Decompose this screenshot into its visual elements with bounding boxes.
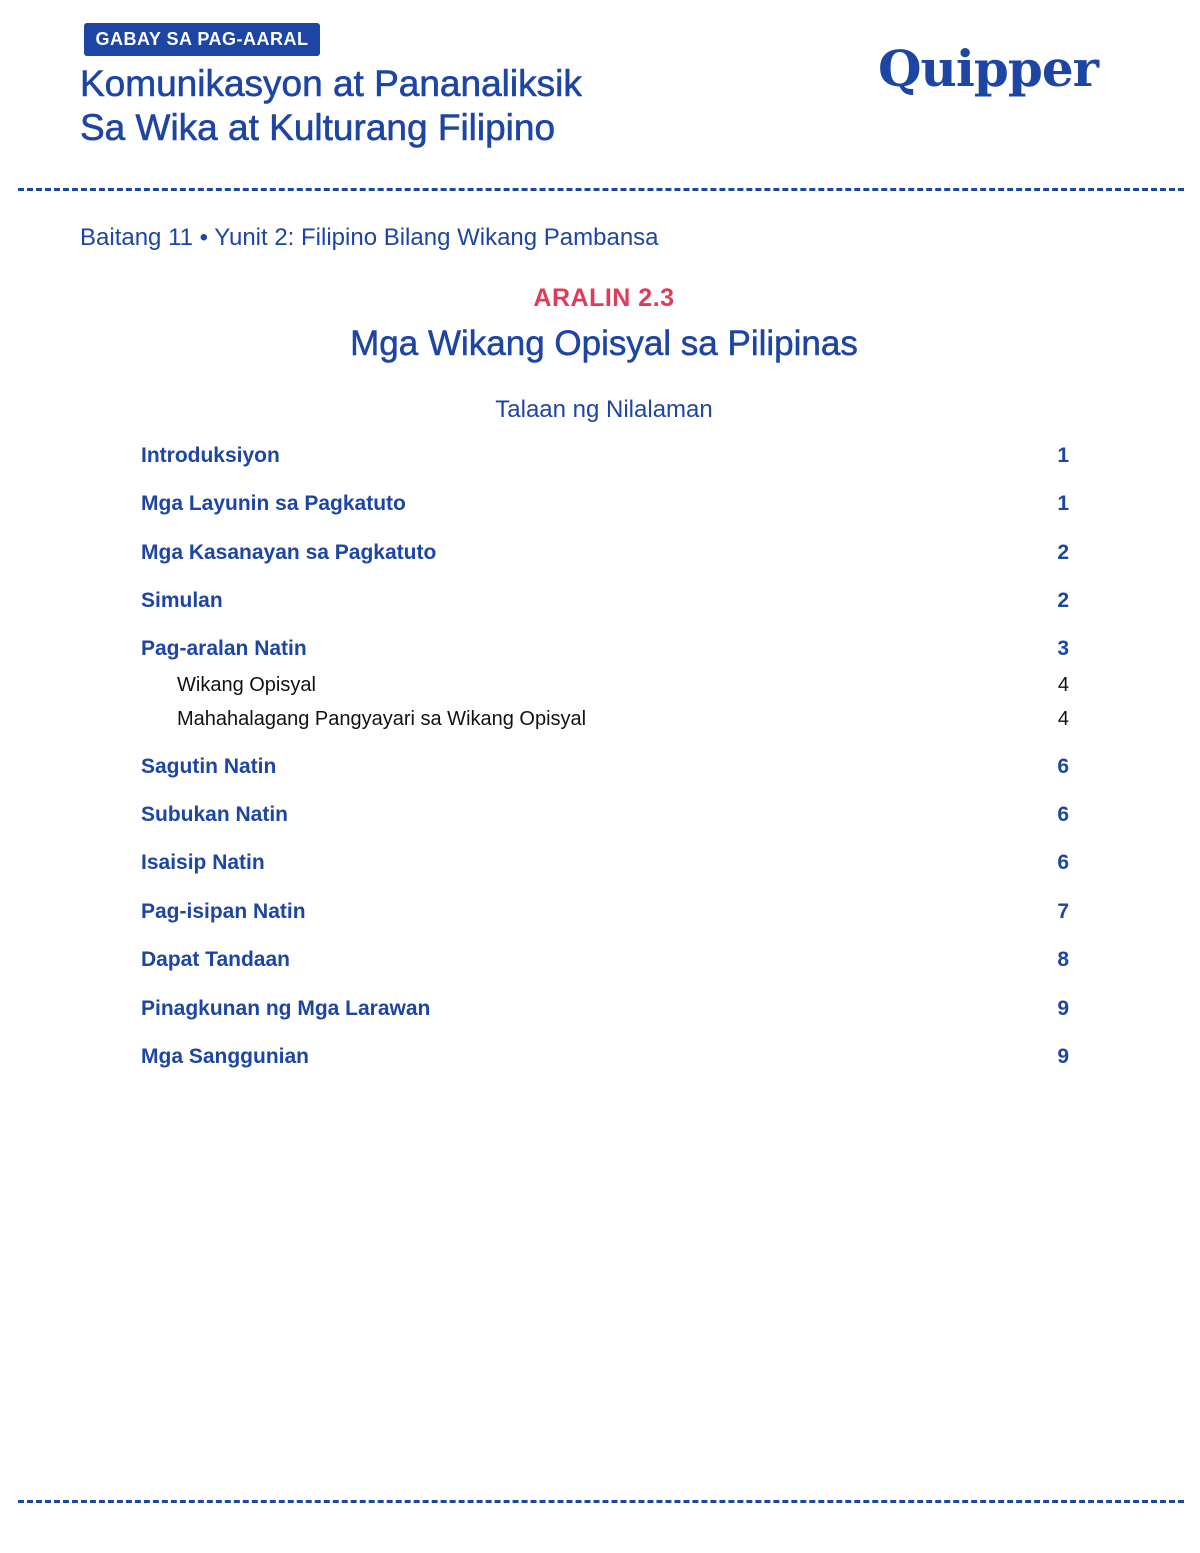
toc-item-label: Simulan — [141, 589, 223, 612]
lesson-number: ARALIN 2.3 — [533, 284, 675, 312]
quipper-logo: Quipper — [878, 39, 1098, 98]
toc-item-label: Pag-isipan Natin — [141, 900, 306, 923]
toc-item-page: 6 — [1057, 755, 1069, 778]
toc-item-introduksiyon[interactable] — [141, 441, 1069, 471]
toc-item-page: 7 — [1057, 900, 1069, 923]
toc-item-page: 1 — [1057, 444, 1069, 467]
course-title-line1: Komunikasyon at Pananaliksik — [80, 63, 582, 104]
toc-item-label: Mga Sanggunian — [141, 1045, 309, 1068]
toc-item-label: Pinagkunan ng Mga Larawan — [141, 997, 431, 1020]
toc-item-mga-sanggunian[interactable] — [141, 1042, 1069, 1072]
study-guide-badge: GABAY SA PAG-AARAL — [84, 23, 320, 56]
lesson-title: Mga Wikang Opisyal sa Pilipinas — [350, 324, 858, 363]
toc-item-label: Introduksiyon — [141, 444, 280, 467]
toc-item-page: 8 — [1057, 948, 1069, 971]
toc-item-label: Dapat Tandaan — [141, 948, 290, 971]
top-divider — [18, 188, 1184, 191]
course-title — [80, 62, 582, 150]
toc-subitem-mahahalagang-pangyayari[interactable] — [141, 704, 1069, 734]
toc-item-pag-aralan-natin[interactable] — [141, 634, 1069, 664]
toc-item-label: Subukan Natin — [141, 803, 289, 826]
toc-item-mga-kasanayan[interactable] — [141, 538, 1069, 568]
toc-item-label: Isaisip Natin — [141, 851, 265, 874]
toc-item-subukan-natin[interactable] — [141, 800, 1069, 830]
toc-item-label: Wikang Opisyal — [177, 674, 316, 696]
toc-item-isaisip-natin[interactable] — [141, 848, 1069, 878]
course-title-line2: Sa Wika at Kulturang Filipino — [80, 107, 556, 148]
toc-item-label: Sagutin Natin — [141, 755, 277, 778]
bottom-divider — [18, 1500, 1184, 1503]
toc-item-page: 2 — [1057, 541, 1069, 564]
toc-heading: Talaan ng Nilalaman — [495, 396, 713, 423]
breadcrumb: Baitang 11 • Yunit 2: Filipino Bilang Wikang Pambansa — [80, 224, 659, 251]
toc-item-dapat-tandaan[interactable] — [141, 945, 1069, 975]
toc-item-page: 9 — [1057, 997, 1069, 1020]
toc-item-mga-layunin[interactable] — [141, 489, 1069, 519]
toc-item-page: 3 — [1057, 637, 1069, 660]
toc-item-page: 1 — [1057, 492, 1069, 515]
toc-item-label: Pag-aralan Natin — [141, 637, 307, 660]
toc-item-pag-isipan-natin[interactable] — [141, 897, 1069, 927]
toc-item-simulan[interactable] — [141, 586, 1069, 616]
toc-item-sagutin-natin[interactable] — [141, 752, 1069, 782]
toc-subitem-wikang-opisyal[interactable] — [141, 670, 1069, 700]
toc-item-page: 6 — [1057, 803, 1069, 826]
toc-item-page: 6 — [1057, 851, 1069, 874]
toc-item-pinagkunan[interactable] — [141, 994, 1069, 1024]
toc-item-page: 4 — [1057, 674, 1069, 696]
toc-item-page: 9 — [1057, 1045, 1069, 1068]
toc-item-page: 4 — [1057, 708, 1069, 730]
toc-item-label: Mga Layunin sa Pagkatuto — [141, 492, 406, 515]
toc-item-label: Mga Kasanayan sa Pagkatuto — [141, 541, 437, 564]
toc-item-page: 2 — [1057, 589, 1069, 612]
toc-item-label: Mahahalagang Pangyayari sa Wikang Opisyal — [177, 708, 587, 730]
